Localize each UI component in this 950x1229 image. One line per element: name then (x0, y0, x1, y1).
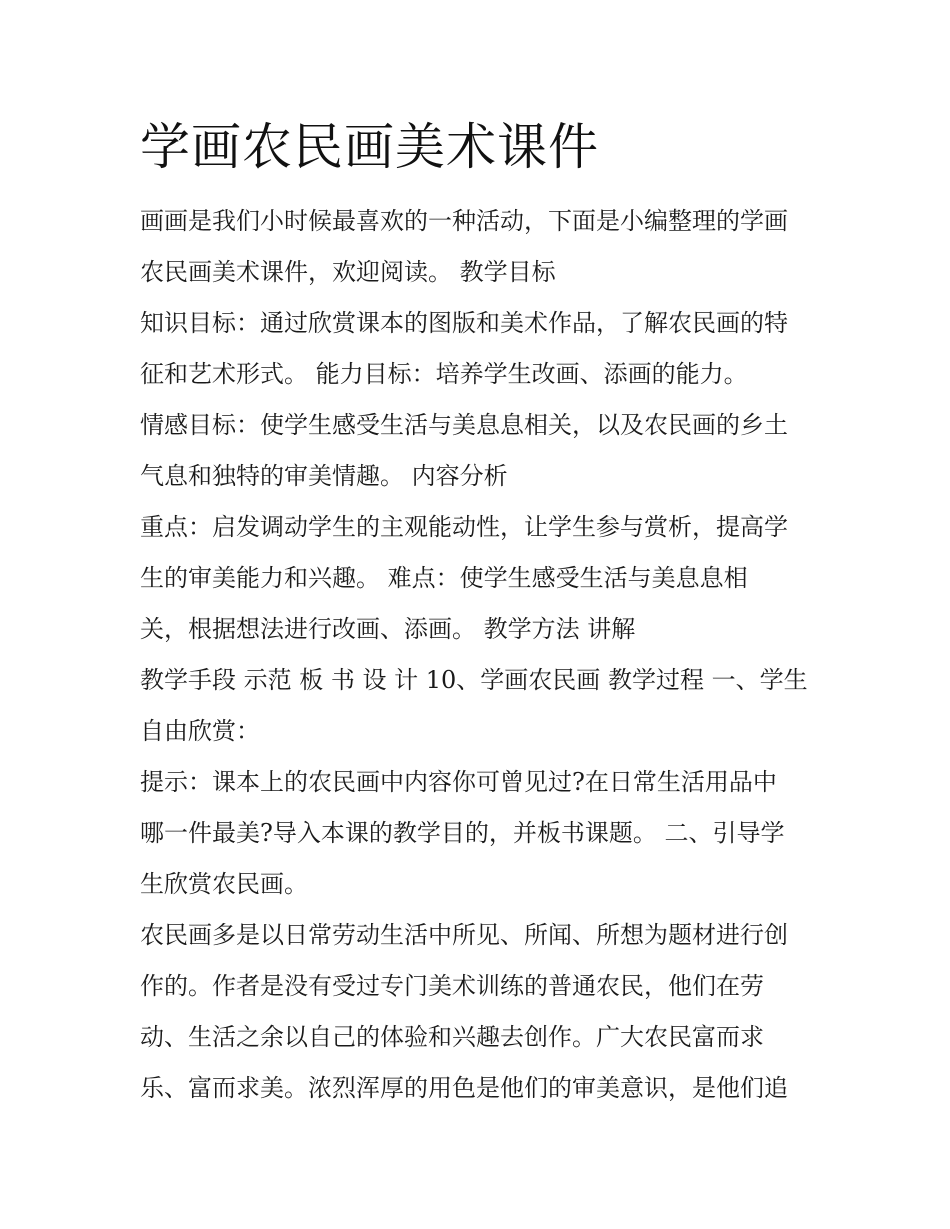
text-line: 生的审美能力和兴趣。 难点：使学生感受生活与美息息相 (140, 564, 748, 592)
text-line: 动、生活之余以自己的体验和兴趣去创作。广大农民富而求 (140, 1023, 764, 1051)
text-line: 画画是我们小时候最喜欢的一种活动，下面是小编整理的学画 (140, 207, 788, 235)
text-line: 哪一件最美?导入本课的教学目的，并板书课题。 二、引导学 (140, 819, 785, 847)
text-line: 关，根据想法进行改画、添画。 教学方法 讲解 (140, 615, 636, 643)
text-line: 自由欣赏： (140, 717, 260, 745)
text-line: 知识目标：通过欣赏课本的图版和美术作品，了解农民画的特 (140, 309, 788, 337)
text-line: 作的。作者是没有受过专门美术训练的普通农民，他们在劳 (140, 972, 764, 1000)
document-title: 学画农民画美术课件 (140, 118, 599, 176)
text-line: 气息和独特的审美情趣。 内容分析 (140, 462, 508, 490)
text-line: 生欣赏农民画。 (140, 870, 308, 898)
text-line: 乐、富而求美。浓烈浑厚的用色是他们的审美意识，是他们追 (140, 1074, 788, 1102)
text-line: 农民画美术课件，欢迎阅读。 教学目标 (140, 258, 556, 286)
text-line: 提示：课本上的农民画中内容你可曾见过?在日常生活用品中 (140, 768, 777, 796)
document-body (140, 196, 830, 1114)
text-line: 情感目标：使学生感受生活与美息息相关，以及农民画的乡土 (140, 411, 788, 439)
text-line: 教学手段 示范 板 书 设 计 10、学画农民画 教学过程 一、学生 (140, 666, 808, 694)
text-line: 征和艺术形式。 能力目标：培养学生改画、添画的能力。 (140, 360, 748, 388)
text-line: 农民画多是以日常劳动生活中所见、所闻、所想为题材进行创 (140, 921, 788, 949)
text-line: 重点：启发调动学生的主观能动性，让学生参与赏析，提高学 (140, 513, 788, 541)
